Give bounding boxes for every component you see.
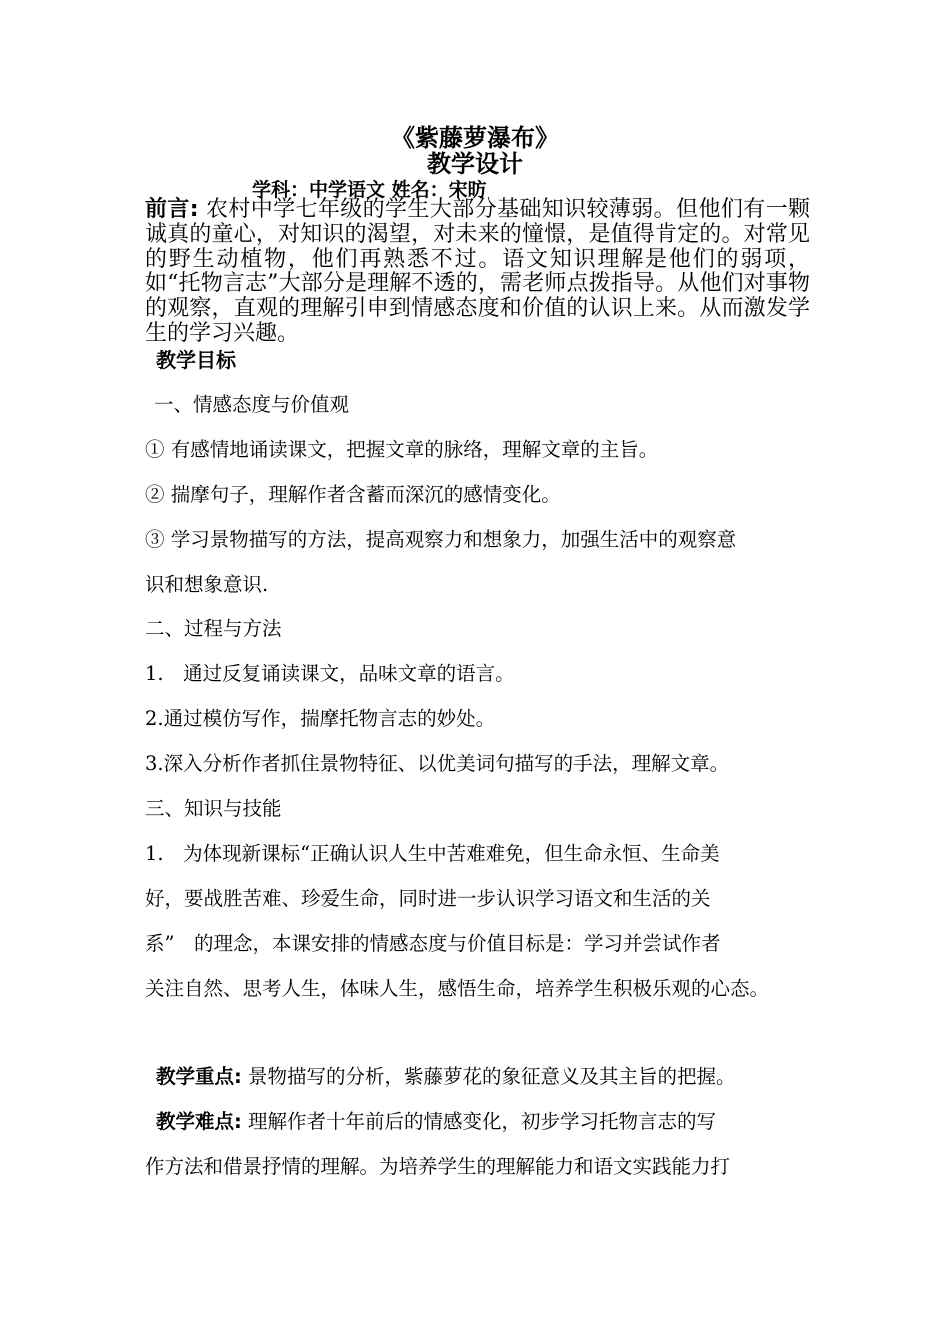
intro-label: 前言:	[145, 197, 199, 222]
key-points-line	[156, 1064, 736, 1090]
method-item-1: 1. 通过反复诵读课文，品味文章的语言。	[145, 662, 515, 685]
goal-item-3-line-1: ③ 学习景物描写的方法，提高观察力和想象力，加强生活中的观察意	[145, 528, 737, 551]
skill-line-1: 1. 为体现新课标“正确认识人生中苦难难免，但生命永恒、生命美	[145, 842, 720, 865]
intro-paragraph	[145, 198, 810, 347]
difficulty-line-2: 作方法和借景抒情的理解。为培养学生的理解能力和语文实践能力打	[145, 1155, 731, 1178]
document-title: 《紫藤萝瀑布》	[391, 124, 559, 152]
skill-line-3: 系” 的理念，本课安排的情感态度与价值目标是：学习并尝试作者	[145, 932, 721, 955]
difficulty-label: 教学难点:	[156, 1110, 242, 1133]
key-points-text: 景物描写的分析，紫藤萝花的象征意义及其主旨的把握。	[241, 1065, 736, 1088]
teaching-goals-heading: 教学目标	[156, 348, 236, 372]
difficulty-line-1	[156, 1109, 716, 1135]
method-item-2: 2.通过模仿写作，揣摩托物言志的妙处。	[145, 707, 496, 730]
method-item-3: 3.深入分析作者抓住景物特征、以优美词句描写的手法，理解文章。	[145, 752, 730, 775]
section-heading-1: 一、情感态度与价值观	[154, 393, 350, 416]
skill-line-4: 关注自然、思考人生，体味人生，感悟生命，培养学生积极乐观的心态。	[145, 977, 770, 1000]
section-heading-2: 二、过程与方法	[145, 617, 282, 640]
intro-text: 农村中学七年级的学生大部分基础知识较薄弱。但他们有一颗诚真的童心，对知识的渴望，对未来的憧憬，是值得肯定的。对常见的野生动植物，他们再熟悉不过。语文知识理解是他们的弱项，如“托物言志”大部分是理解不透的，需老师点拨指导。从他们对事物的观察，直观的理解引申到情感态度和价值的认识上来。从而激发学生的学习兴趣。	[145, 197, 810, 346]
document-subtitle: 教学设计	[427, 150, 523, 178]
goal-item-3-line-2: 识和想象意识.	[145, 573, 269, 596]
goal-item-1: ① 有感情地诵读课文，把握文章的脉络，理解文章的主旨。	[145, 438, 659, 461]
difficulty-text-1: 理解作者十年前后的情感变化，初步学习托物言志的写	[241, 1110, 717, 1133]
section-heading-3: 三、知识与技能	[145, 797, 282, 820]
key-points-label: 教学重点:	[156, 1065, 242, 1088]
subject-author-line: 学科：中学语文 姓名：宋昉	[252, 179, 487, 201]
goal-item-2: ② 揣摩句子，理解作者含蓄而深沉的感情变化。	[145, 483, 561, 506]
skill-line-2: 好，要战胜苦难、珍爱生命，同时进一步认识学习语文和生活的关	[145, 887, 711, 910]
